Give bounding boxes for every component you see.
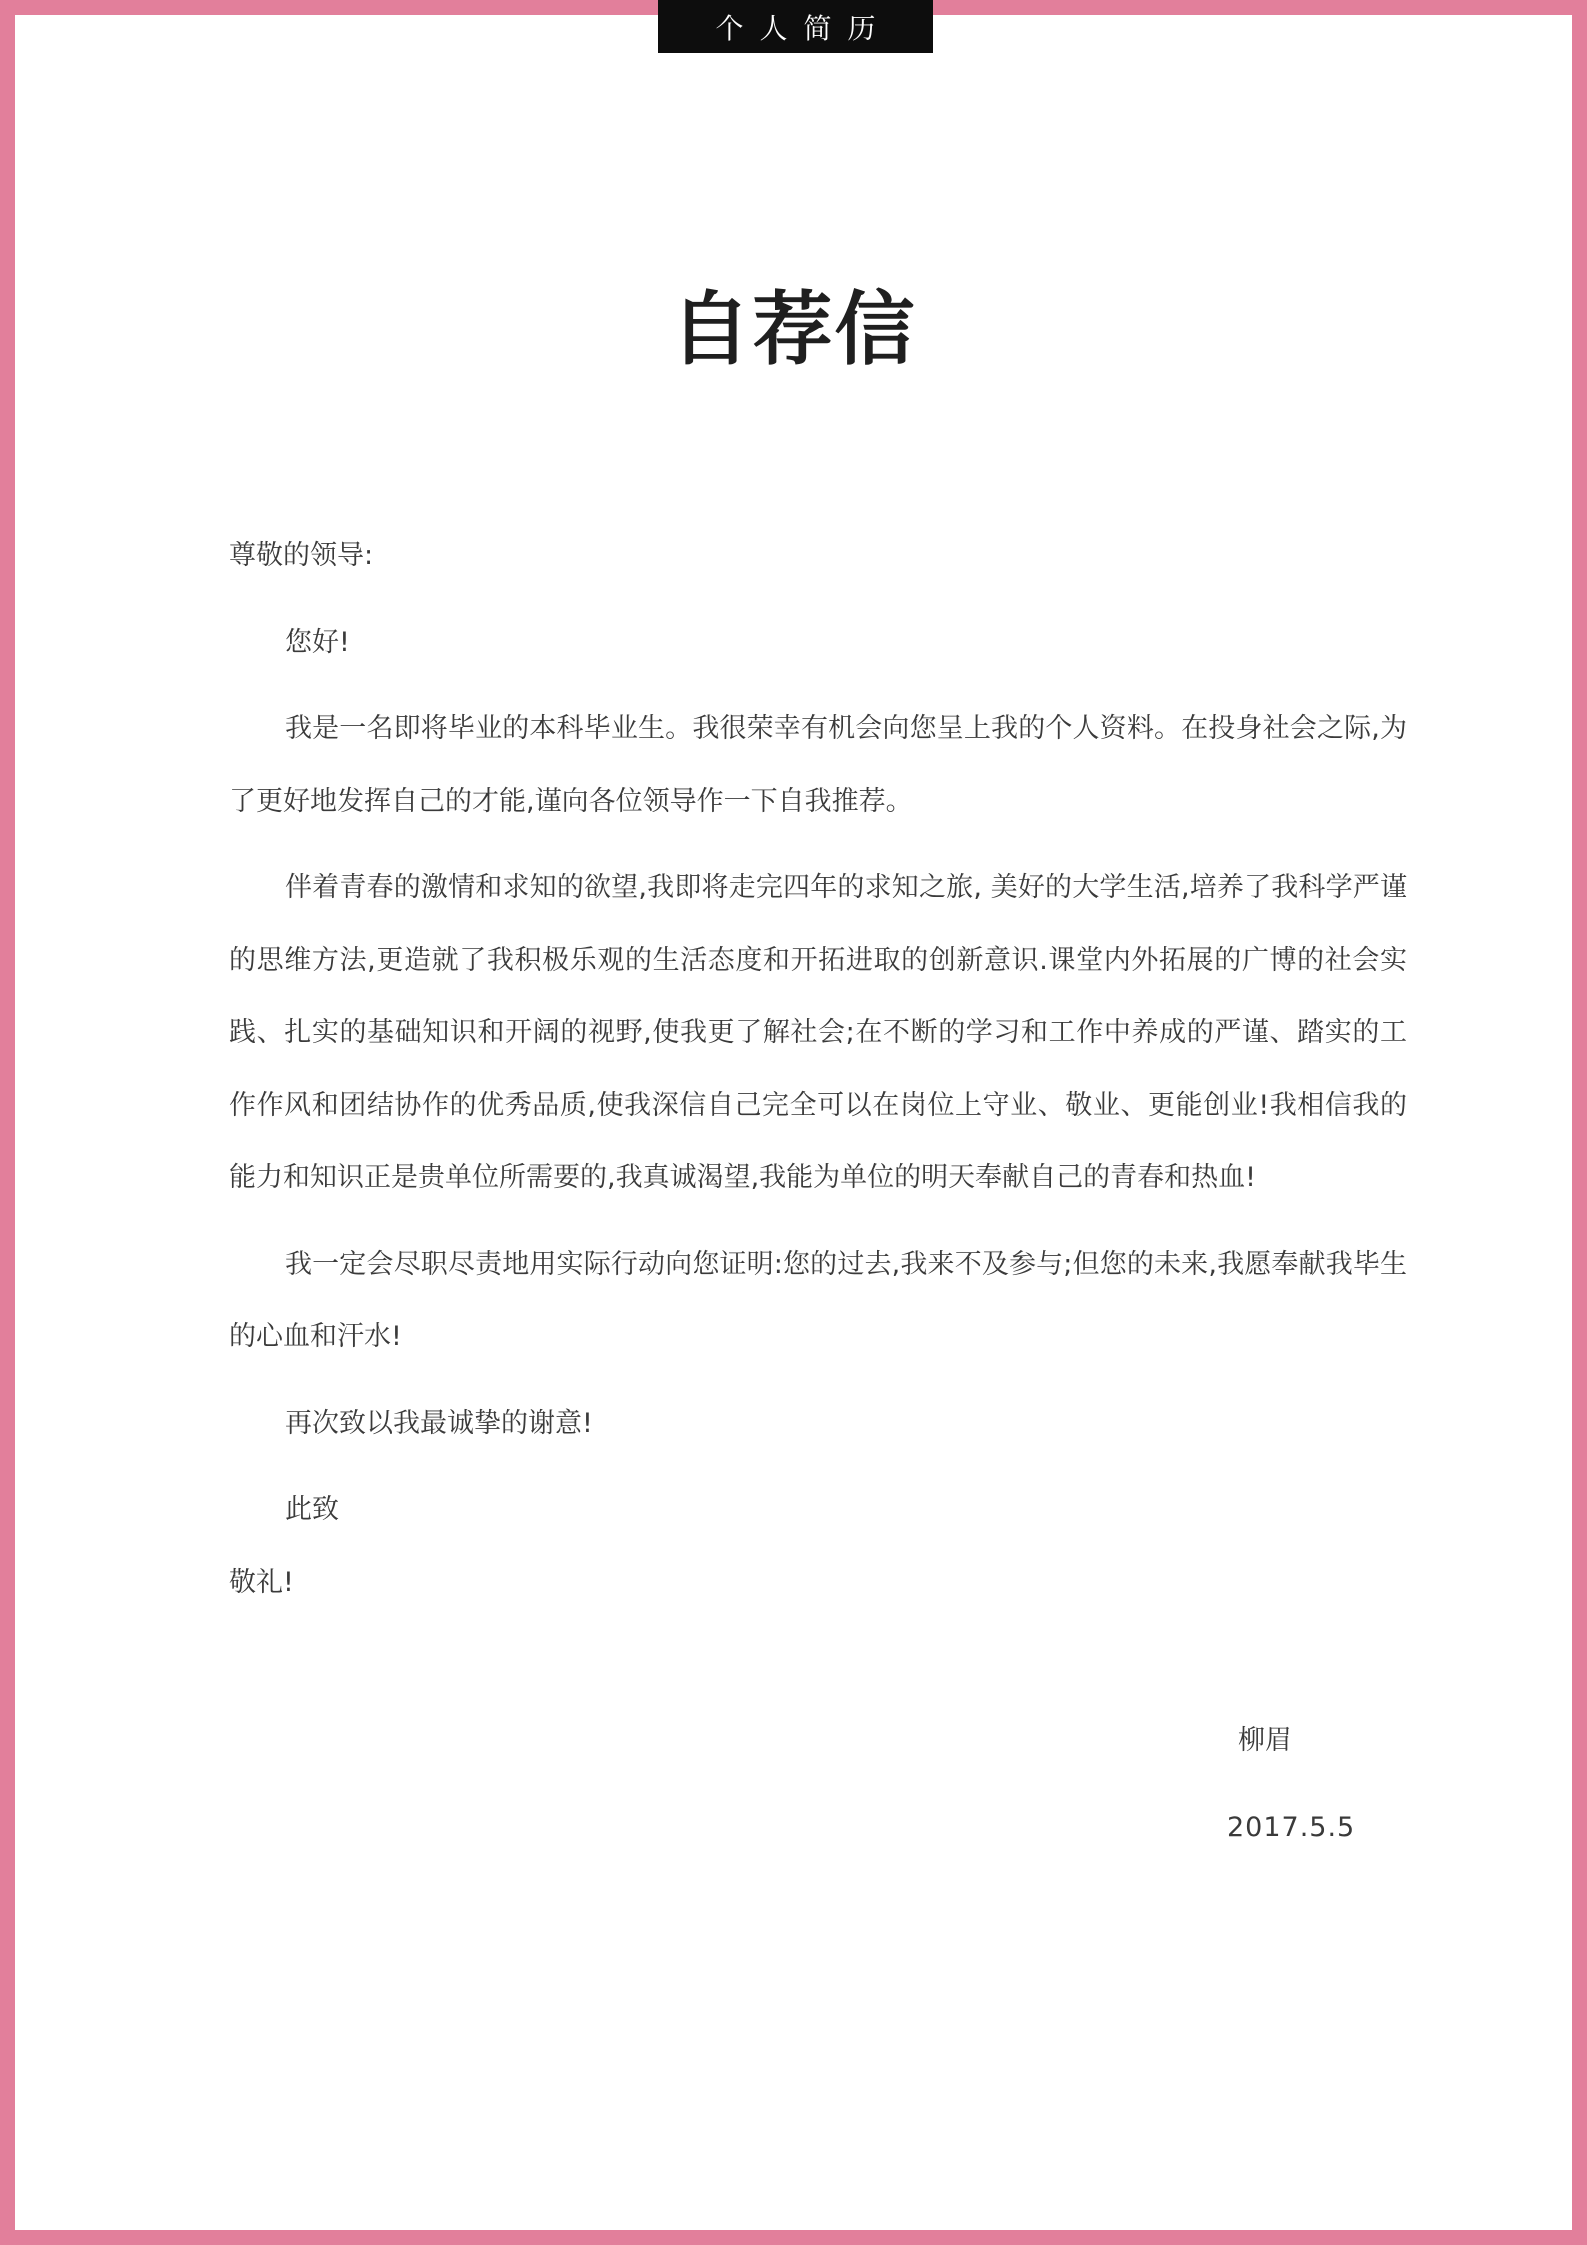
thanks-line: 再次致以我最诚挚的谢意! <box>285 1407 593 1439</box>
page-title: 自荐信 <box>670 283 917 376</box>
greeting: 您好! <box>285 626 350 658</box>
paragraph-qualifications: 伴着青春的激情和求知的欲望,我即将走完四年的求知之旅, 美好的大学生活,培养了我科学严谨的思维方法,更造就了我积极乐观的生活态度和开拓进取的创新意识.课堂内外拓展的广博的社会实践、扎实的基础知识和开阔的视野,使我更了解社会;在不断的学习和工作中养成的严谨、踏实的工作作风和团结协作的优秀品质,使我深信自己完全可以在岗位上守业、敬业、更能创业!我相信我的能力和知识正是贵单位所需要的,我真诚渴望,我能为单位的明天奉献自己的青春和热血! <box>229 872 1407 1193</box>
signature-name: 柳眉 <box>1238 1725 1292 1756</box>
letter-body <box>229 520 1407 1633</box>
header-tab-resume: 个人简历 <box>658 0 933 53</box>
closing-jingli: 敬礼! <box>229 1566 294 1598</box>
signature-date: 2017.5.5 <box>1227 1812 1356 1843</box>
salutation: 尊敬的领导: <box>229 540 374 571</box>
closing-cizhi: 此致 <box>285 1494 339 1525</box>
paragraph-commitment: 我一定会尽职尽责地用实际行动向您证明:您的过去,我来不及参与;但您的未来,我愿奉献我毕生的心血和汗水! <box>229 1248 1407 1352</box>
paragraph-intro: 我是一名即将毕业的本科毕业生。我很荣幸有机会向您呈上我的个人资料。在投身社会之际,为了更好地发挥自己的才能,谨向各位领导作一下自我推荐。 <box>229 713 1407 817</box>
